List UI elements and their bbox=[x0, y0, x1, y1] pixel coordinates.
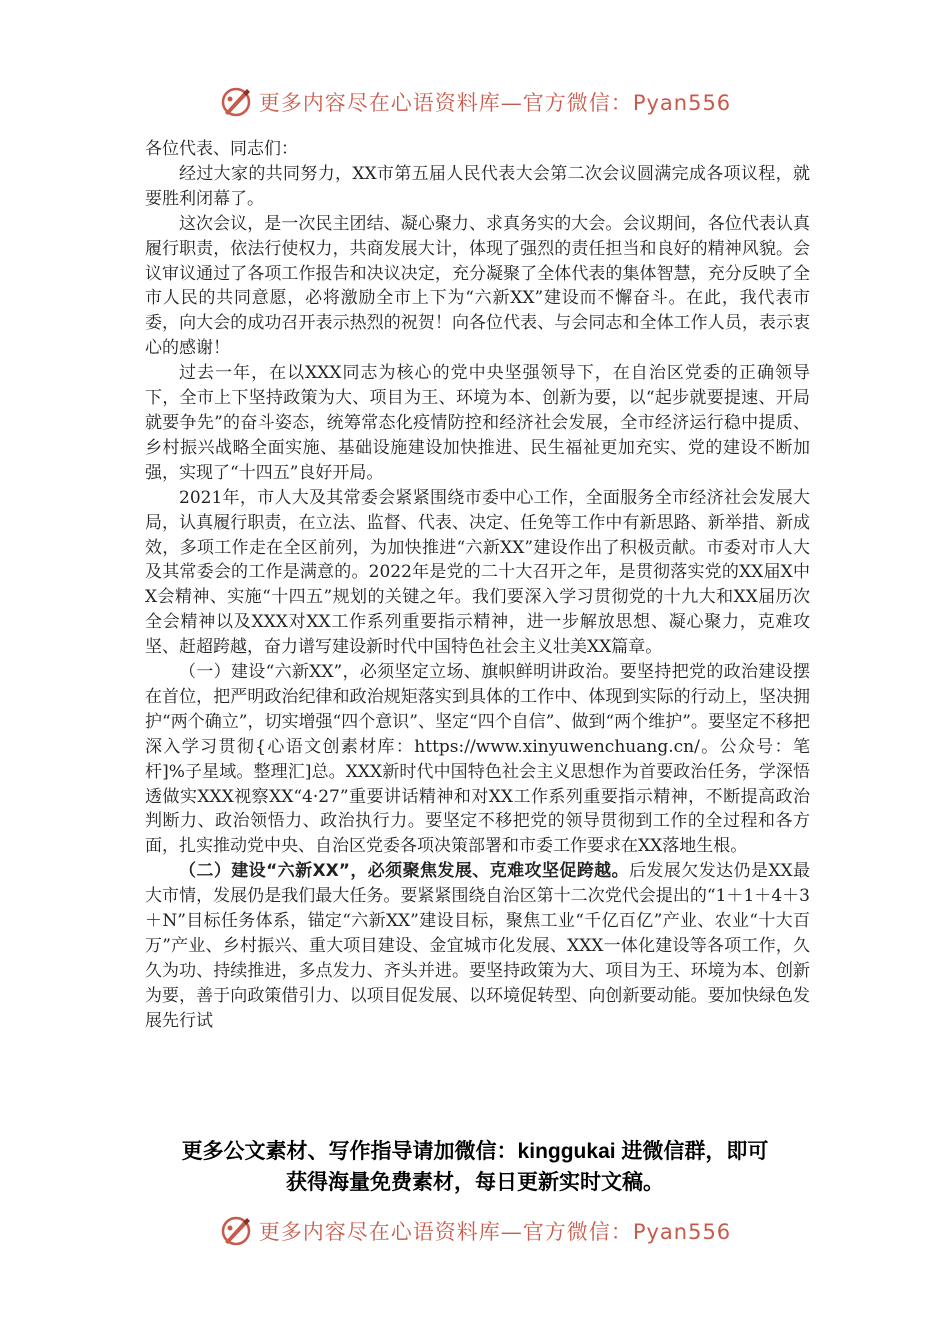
section-1-paragraph: （一）建设“六新XX”，必须坚定立场、旗帜鲜明讲政治。要坚持把党的政治建设摆在首位，把严明政治纪律和政治规矩落实到具体的工作中、体现到实际的行动上，坚决拥护“两个确立”，切实增强“四个意识”、坚定“四个自信”、做到“两个维护”。要坚定不移把深入学习贯彻{心语文创素材库：https://www.xinyuwenchuang.cn/。公众号：笔杆]%子星域。整理汇]总。XXX新时代中国特色社会主义思想作为首要政治任务，学深悟透做实XXX视察XX“4·27”重要讲话精神和对XX工作系列重要指示精神，不断提高政治判断力、政治领悟力、政治执行力。要坚定不移把党的领导贯彻到工作的全过程和各方面，扎实推动党中央、自治区党委各项决策部署和市委工作要求在XX落地生根。 bbox=[145, 662, 810, 857]
pen-logo-icon bbox=[219, 85, 253, 119]
promo-line-2: 获得海量免费素材，每日更新实时文稿。 bbox=[286, 1171, 664, 1194]
paragraph-4: 2021年，市人大及其常委会紧紧围绕市委中心工作，全面服务全市经济社会发展大局，认真履行职责，在立法、监督、代表、决定、任免等工作中有新思路、新举措、新成效，多项工作走在全区前列，为加快推进“六新XX”建设作出了积极贡献。市委对市人大及其常委会的工作是满意的。2022年是党的二十大召开之年，是贯彻落实党的XX届X中X会精神、实施“十四五”规划的关键之年。我们要深入学习贯彻党的十九大和XX届历次全会精神以及XXX对XX工作系列重要指示精神，进一步解放思想、凝心聚力，克难攻坚、赶超跨越，奋力谱写建设新时代中国特色社会主义壮美XX篇章。 bbox=[145, 487, 810, 658]
paragraph-2: 这次会议，是一次民主团结、凝心聚力、求真务实的大会。会议期间，各位代表认真履行职责，依法行使权力，共商发展大计，体现了强烈的责任担当和良好的精神风貌。会议审议通过了各项工作报告和决议决定，充分凝聚了全体代表的集体智慧，充分反映了全市人民的共同意愿，必将激励全市上下为“六新XX”建设而不懈奋斗。在此，我代表市委，向大会的成功召开表示热烈的祝贺！向各位代表、与会同志和全体工作人员，表示衷心的感谢！ bbox=[145, 213, 810, 359]
promo-line-1: 更多公文素材、写作指导请加微信：kinggukai 进微信群，即可 bbox=[181, 1140, 769, 1163]
banner-account: Pyan556 bbox=[632, 1220, 732, 1244]
section-2-body: 后发展欠发达仍是XX最大市情，发展仍是我们最大任务。要紧紧围绕自治区第十二次党代会提出的“1＋1＋4＋3＋N”目标任务体系，锚定“六新XX”建设目标，聚焦工业“千亿百亿”产业、农业“十大百万”产业、乡村振兴、重大项目建设、金宜城市化发展、XXX一体化建设等各项工作，久久为功、持续推进，多点发力、齐头并进。要坚持政策为大、项目为王、环境为本、创新为要，善于向政策借引力、以项目促发展、以环境促转型、向创新要动能。要加快绿色发展先行试 bbox=[145, 861, 810, 1031]
document-body bbox=[145, 137, 810, 1034]
promo-notice bbox=[0, 1136, 950, 1198]
paragraph-3: 过去一年，在以XXX同志为核心的党中央坚强领导下，在自治区党委的正确领导下，全市上下坚持政策为大、项目为王、环境为本、创新为要，以“起步就要提速、开局就要争先”的奋斗姿态，统筹常态化疫情防控和经济社会发展，全市经济运行稳中提质、乡村振兴战略全面实施、基础设施建设加快推进、民生福祉更加充实、党的建设不断加强，实现了“十四五”良好开局。 bbox=[145, 363, 810, 483]
section-2-heading: （二）建设“六新XX”，必须聚焦发展、克难攻坚促跨越。 bbox=[179, 861, 630, 882]
banner-text: 更多内容尽在心语资料库—官方微信：Pyan556 bbox=[258, 1220, 732, 1244]
header-watermark-banner bbox=[0, 82, 950, 122]
footer-watermark-banner bbox=[0, 1211, 950, 1251]
pen-logo-icon bbox=[219, 1214, 253, 1248]
section-2-paragraph bbox=[145, 859, 810, 1033]
banner-text: 更多内容尽在心语资料库—官方微信：Pyan556 bbox=[258, 91, 732, 115]
banner-account: Pyan556 bbox=[632, 91, 732, 115]
salutation: 各位代表、同志们： bbox=[145, 139, 298, 159]
paragraph-1: 经过大家的共同努力，XX市第五届人民代表大会第二次会议圆满完成各项议程，就要胜利闭幕了。 bbox=[145, 163, 810, 209]
